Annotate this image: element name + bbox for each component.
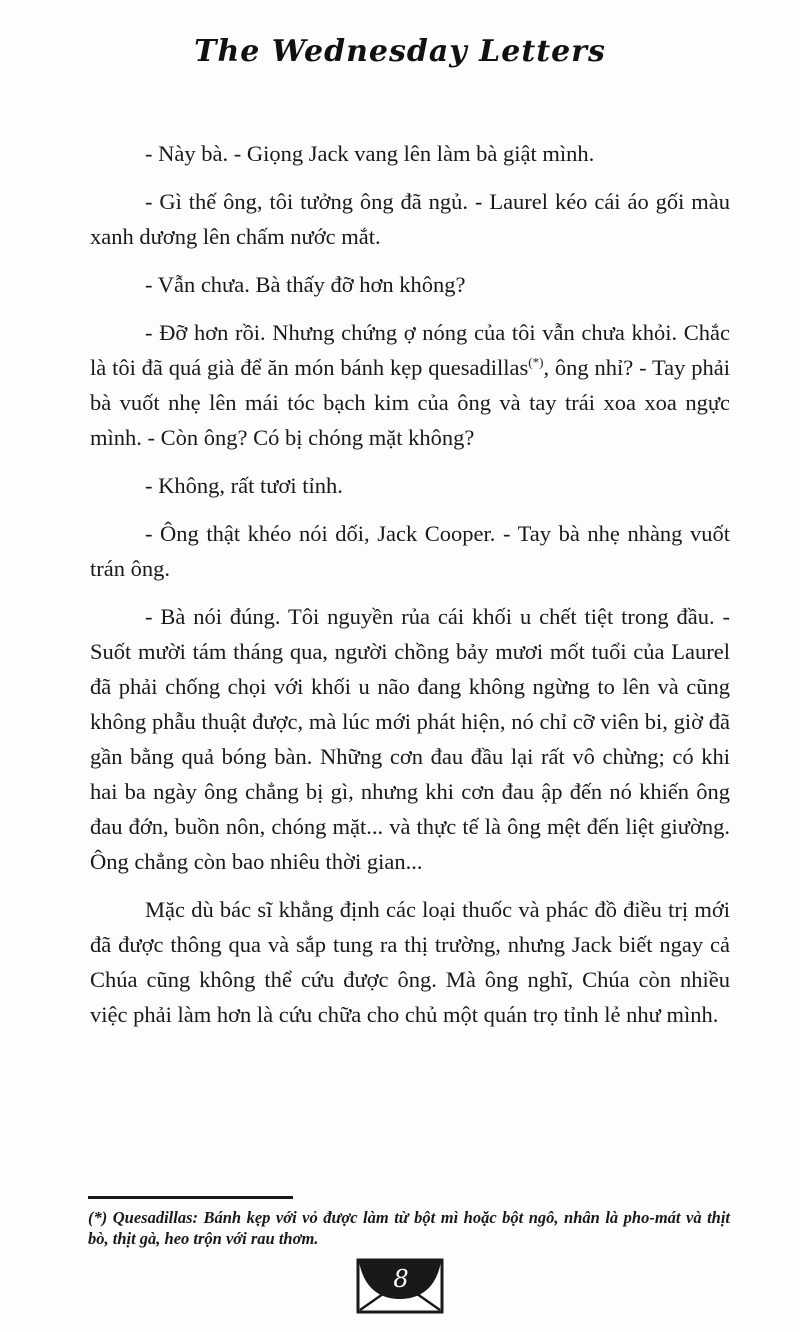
- running-title: The Wednesday Letters: [194, 34, 606, 69]
- paragraph: - Bà nói đúng. Tôi nguyền rủa cái khối u chết tiệt trong đầu. - Suốt mười tám tháng qua, người chồng bảy mươi mốt tuổi của Laurel đã phải chống chọi với khối u não đang không ngừng to lên và cũng không phẫu thuật được, mà lúc mới phát hiện, nó chỉ cỡ viên bi, giờ đã gần bằng quả bóng bàn. Những cơn đau đầu lại rất vô chừng; có khi hai ba ngày ông chẳng bị gì, nhưng khi cơn đau ập đến nó khiến ông đau đớn, buồn nôn, chóng mặt... và thực tế là ông mệt đến liệt giường. Ông chẳng còn bao nhiêu thời gian...: [90, 604, 730, 874]
- page-body: [90, 136, 730, 1192]
- page-number: 8: [393, 1265, 409, 1293]
- envelope-icon: [356, 1258, 444, 1314]
- paragraph: Mặc dù bác sĩ khẳng định các loại thuốc và phác đồ điều trị mới đã được thông qua và sắp tung ra thị trường, nhưng Jack biết ngay cả Chúa cũng không thể cứu được ông. Mà ông nghĩ, Chúa còn nhiều việc phải làm hơn là cứu chữa cho chủ một quán trọ tỉnh lẻ như mình.: [90, 897, 730, 1027]
- paragraph: - Vẫn chưa. Bà thấy đỡ hơn không?: [145, 272, 466, 297]
- footnote-divider: [88, 1196, 293, 1199]
- paragraph: [90, 315, 730, 455]
- footnote-area: [88, 1196, 730, 1249]
- paragraph: - Này bà. - Giọng Jack vang lên làm bà giật mình.: [145, 141, 595, 166]
- footnote: (*) Quesadillas: Bánh kẹp với vỏ được làm từ bột mì hoặc bột ngô, nhân là pho-mát và thịt bò, thịt gà, heo trộn với rau thơm.: [88, 1208, 730, 1248]
- footnote-marker: (*): [528, 354, 544, 370]
- paragraph: - Ông thật khéo nói dối, Jack Cooper. - Tay bà nhẹ nhàng vuốt trán ông.: [90, 521, 730, 581]
- page-header: [0, 34, 800, 69]
- paragraph: - Không, rất tươi tỉnh.: [145, 473, 343, 498]
- paragraph-text: , ông nhỉ? - Tay phải bà vuốt nhẹ lên mái tóc bạch kim của ông và tay trái xoa xoa ngực mình. - Còn ông? Có bị chóng mặt không?: [90, 355, 730, 450]
- paragraph: - Gì thế ông, tôi tưởng ông đã ngủ. - Laurel kéo cái áo gối màu xanh dương lên chấm nước mắt.: [90, 189, 730, 249]
- page-footer: [0, 1258, 800, 1314]
- paragraph-text: - Đỡ hơn rồi. Nhưng chứng ợ nóng của tôi vẫn chưa khỏi. Chắc là tôi đã quá già để ăn món bánh kẹp quesadillas: [90, 320, 730, 380]
